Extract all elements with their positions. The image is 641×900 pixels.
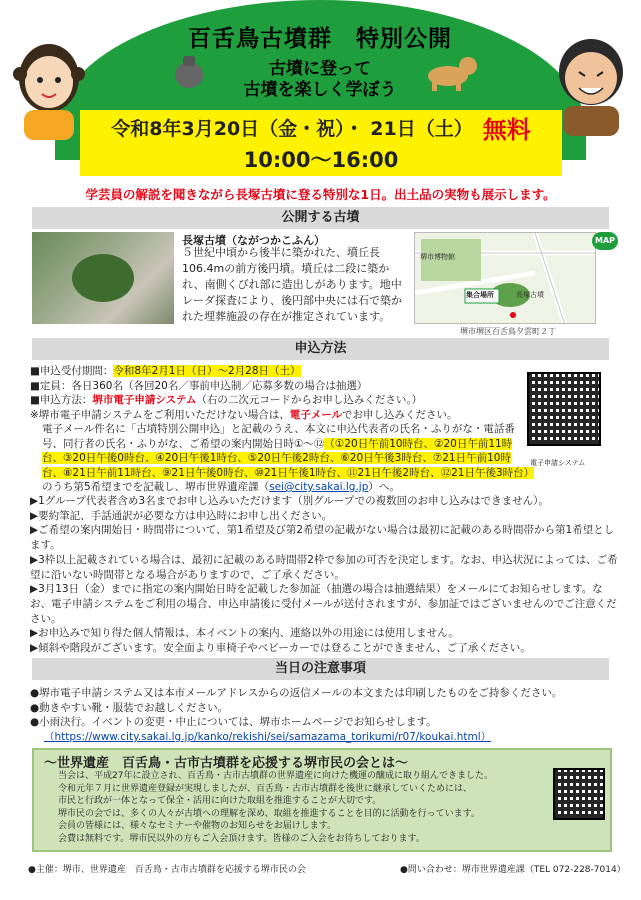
day-note-item: ●小雨決行。イベントの変更・中止については、堺市ホームページでお知らせします。 bbox=[30, 716, 437, 729]
lead-text: 学芸員の解説を聞きながら長塚古墳に登る特別な1日。出土品の実物も展示します。 bbox=[85, 187, 556, 202]
alt-email: 電子メール bbox=[289, 408, 343, 421]
support-group-qr-code[interactable] bbox=[553, 768, 605, 820]
header-text bbox=[95, 20, 545, 101]
application-section-heading: 申込方法 bbox=[32, 338, 609, 360]
map-badge: MAP bbox=[592, 232, 618, 250]
support-line: 会員の皆様には、様々なセミナーや催物のお知らせをお届けします。 bbox=[58, 821, 337, 831]
day-note-item: ●動きやすい靴・服装でお越しください。 bbox=[30, 701, 229, 714]
note-item: ▶1グループ代表者含め3名までお申し込みいただけます（別グループでの複数回のお申し込みはできません）。 bbox=[30, 495, 549, 507]
day-notes-list bbox=[30, 686, 620, 745]
alt-intro: ※堺市電子申請システムをご利用いただけない場合は、 bbox=[30, 408, 290, 421]
page-title: 百舌鳥古墳群 特別公開 bbox=[188, 26, 452, 52]
note-item: ▶3枠以上記載されている場合は、最初に記載のある時間帯2枠で参加の可否を決定します。なお、申込状況によっては、ご希望に沿いない時間帯となる場合がありますので、ご了承ください。 bbox=[30, 553, 618, 581]
email-tail: ）へ。 bbox=[368, 481, 400, 493]
notes-list bbox=[30, 494, 620, 656]
alt-method-intro bbox=[30, 408, 530, 423]
support-group-description bbox=[58, 770, 528, 845]
application-details bbox=[30, 364, 535, 495]
event-date: 令和8年3月20日（金・祝）・ 21日（土） bbox=[111, 117, 473, 140]
application-period-row bbox=[30, 364, 530, 379]
application-period: 令和8年2月1日（日）〜2月28日（土） bbox=[113, 365, 301, 377]
kofun-section-heading: 公開する古墳 bbox=[32, 207, 609, 229]
day-note-item: ●堺市電子申請システム又は本市メールアドレスからの返信メールの本文または印刷したものをご持参ください。 bbox=[30, 687, 563, 699]
subtitle-line-1: 古墳に登って bbox=[269, 59, 371, 79]
support-line: 令和元年７月に世界遺産登録が実現しましたが、百舌鳥・古市古墳群を後世に継承していくためには、 bbox=[58, 783, 473, 794]
organizer: ●主催：堺市、世界遺産 百舌鳥・古市古墳群を応援する堺市民の会 bbox=[28, 865, 306, 875]
alt-body: 電子メール件名に「古墳特別公開申込」と記載のうえ、本文に申込代表者の氏名・ふりがな・電話番号、同行者の氏名・ふりがな、ご希望の案内開始日時①〜⑫ bbox=[42, 423, 515, 450]
kofun-description: ５世紀中頃から後半に築かれた、墳丘長106.4mの前方後円墳。墳丘は二段に築かれ、南側くびれ部に造出しがあります。地中レーダ探査により、後円部中央には石で築かれた埋葬施設の存在が推定されています。 bbox=[182, 246, 402, 323]
note-item: ▶ご希望の案内開始日・時間帯について、第1希望及び第2希望の記載がない場合は最初に記載のある時間帯から第1希望とします。 bbox=[30, 524, 615, 552]
note-item: ▶お申込みで知り得た個人情報は、本イベントの案内、連絡以外の用途には使用しません。 bbox=[30, 627, 459, 640]
support-line: 堺市民の会では、多くの人々が古墳への理解を深め、取組を推進することを目的に活動を行っています。 bbox=[58, 808, 480, 819]
kofun-aerial-photo bbox=[32, 232, 174, 324]
capacity: ■定員：各日360名（各回20名／事前申込制／応募多数の場合は抽選） bbox=[30, 379, 368, 392]
day-notes-heading: 当日の注意事項 bbox=[32, 658, 609, 680]
qr-caption: 電子申請システム bbox=[530, 459, 586, 467]
time-slots: （①20日午前10時台、②20日午前11時台、③20日午後0時台、④20日午後1時台、⑤20日午後2時台、⑥20日午後3時台、⑦21日午前10時台、⑧21日午前11時台、⑨21日午後0時台、⑩21日午後1時台、⑪21日午後2時台、⑫21日午後3時台） bbox=[42, 437, 535, 479]
map-label-nagatsuka: 長塚古墳 bbox=[516, 291, 544, 299]
subtitle-line-2: 古墳を楽しく学ぼう bbox=[243, 80, 397, 100]
location-map bbox=[414, 232, 596, 324]
note-item: ▶要約筆記、手話通訳が必要な方は申込時にお申し出ください。 bbox=[30, 509, 333, 522]
alt-method-body bbox=[30, 422, 535, 495]
application-method: 堺市電子申請システム bbox=[92, 394, 197, 406]
alt-tail: でお申し込みください。 bbox=[342, 408, 458, 421]
map-label-museum: 堺市博物館 bbox=[420, 253, 455, 261]
map-caption: 堺市堺区百舌鳥夕雲町２丁 bbox=[460, 327, 556, 336]
email-link[interactable]: sei@city.sakai.lg.jp bbox=[269, 481, 369, 493]
website-link[interactable]: （https://www.city.sakai.lg.jp/kanko/rekishi/sei/samazama_torikumi/r07/koukai.html） bbox=[44, 731, 492, 744]
method-label: ■申込方法： bbox=[30, 394, 93, 406]
event-date-box bbox=[80, 110, 562, 144]
application-qr-code[interactable] bbox=[527, 372, 601, 446]
note-item: ▶3月13日（金）までに指定の案内開始日時を記載した参加証（抽選の場合は抽選結果）をメールにてお知らせします。なお、電子申請システムをご利用の場合、申込申請後に受付メールが送付されますが、参加証ではございませんのでご注意ください。 bbox=[30, 583, 617, 625]
map-label-meeting-point: 集合場所 bbox=[466, 291, 494, 299]
support-line: 会費は無料です。堺市民以外の方もご入会頂けます。皆様のご入会をお待ちしております。 bbox=[58, 833, 425, 844]
event-time: 10:00〜16:00 bbox=[80, 144, 562, 176]
method-note: （右の二次元コードからお申し込みください。） bbox=[196, 394, 423, 406]
note-item: ▶傾斜や階段がございます。安全面より車椅子やベビーカーでは登ることができません、ご了承ください。 bbox=[30, 642, 531, 655]
free-badge: 無料 bbox=[482, 115, 531, 144]
period-label: ■申込受付期間： bbox=[30, 365, 114, 377]
support-group-title: 〜世界遺産 百舌鳥・古市古墳群を応援する堺市民の会とは〜 bbox=[44, 756, 409, 771]
support-line: 市民と行政が一体となって保全・活用に向けた取組を推進することが大切です。 bbox=[58, 796, 382, 806]
kofun-name: 長塚古墳（ながつかこふん） bbox=[182, 234, 325, 247]
slots-tail: のうち第5希望までを記載し、堺市世界遺産課（ bbox=[42, 481, 270, 493]
application-method-row bbox=[30, 393, 530, 408]
contact-info: ●問い合わせ：堺市世界遺産課（TEL 072-228-7014） bbox=[400, 865, 626, 875]
support-line: 当会は、平成27年に設立され、百舌鳥・古市古墳群の世界遺産に向けた機運の醸成に取り組んできました。 bbox=[58, 771, 493, 781]
